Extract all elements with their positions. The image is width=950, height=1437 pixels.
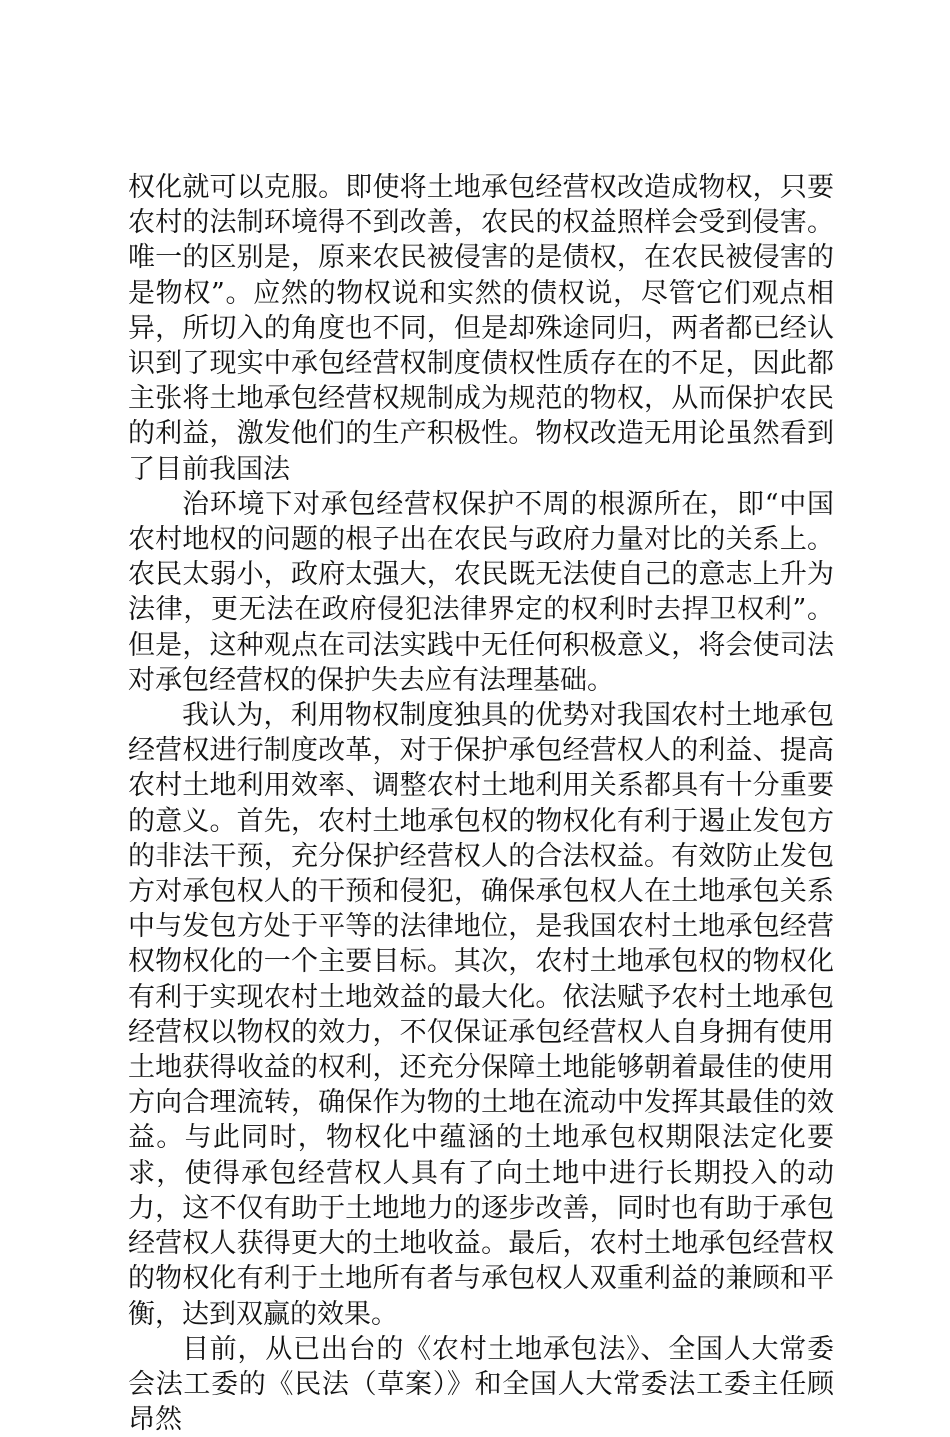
document-body (128, 170, 834, 1437)
paragraph-2: 治环境下对承包经营权保护不周的根源所在，即“中国农村地权的问题的根子出在农民与政府力量对比的关系上。农民太弱小，政府太强大，农民既无法使自己的意志上升为法律，更无法在政府侵犯法律界定的权利时去捍卫权利”。但是，这种观点在司法实践中无任何积极意义，将会使司法对承包经营权的保护失去应有法理基础。 (128, 488, 834, 696)
paragraph-1: 权化就可以克服。即使将土地承包经营权改造成物权，只要农村的法制环境得不到改善，农民的权益照样会受到侵害。唯一的区别是，原来农民被侵害的是债权，在农民被侵害的是物权”。应然的物权说和实然的债权说，尽管它们观点相异，所切入的角度也不同，但是却殊途同归，两者都已经认识到了现实中承包经营权制度债权性质存在的不足，因此都主张将土地承包经营权规制成为规范的物权，从而保护农民的利益，激发他们的生产积极性。物权改造无用论虽然看到了目前我国法 (128, 172, 834, 485)
paragraph-3: 我认为，利用物权制度独具的优势对我国农村土地承包经营权进行制度改革，对于保护承包经营权人的利益、提高农村土地利用效率、调整农村土地利用关系都具有十分重要的意义。首先，农村土地承包权的物权化有利于遏止发包方的非法干预，充分保护经营权人的合法权益。有效防止发包方对承包权人的干预和侵犯，确保承包权人在土地承包关系中与发包方处于平等的法律地位，是我国农村土地承包经营权物权化的一个主要目标。其次，农村土地承包权的物权化有利于实现农村土地效益的最大化。依法赋予农村土地承包经营权以物权的效力，不仅保证承包经营权人自身拥有使用土地获得收益的权利，还充分保障土地能够朝着最佳的使用方向合理流转，确保作为物的土地在流动中发挥其最佳的效益。与此同时，物权化中蕴涵的土地承包权期限法定化要求，使得承包经营权人具有了向土地中进行长期投入的动力，这不仅有助于土地地力的逐步改善，同时也有助于承包经营权人获得更大的土地收益。最后，农村土地承包经营权的物权化有利于土地所有者与承包权人双重利益的兼顾和平衡，达到双赢的效果。 (128, 700, 834, 1330)
paragraph-4: 目前，从已出台的《农村土地承包法》、全国人大常委会法工委的《民法（草案）》和全国人大常委法工委主任顾昂然 (128, 1333, 834, 1436)
